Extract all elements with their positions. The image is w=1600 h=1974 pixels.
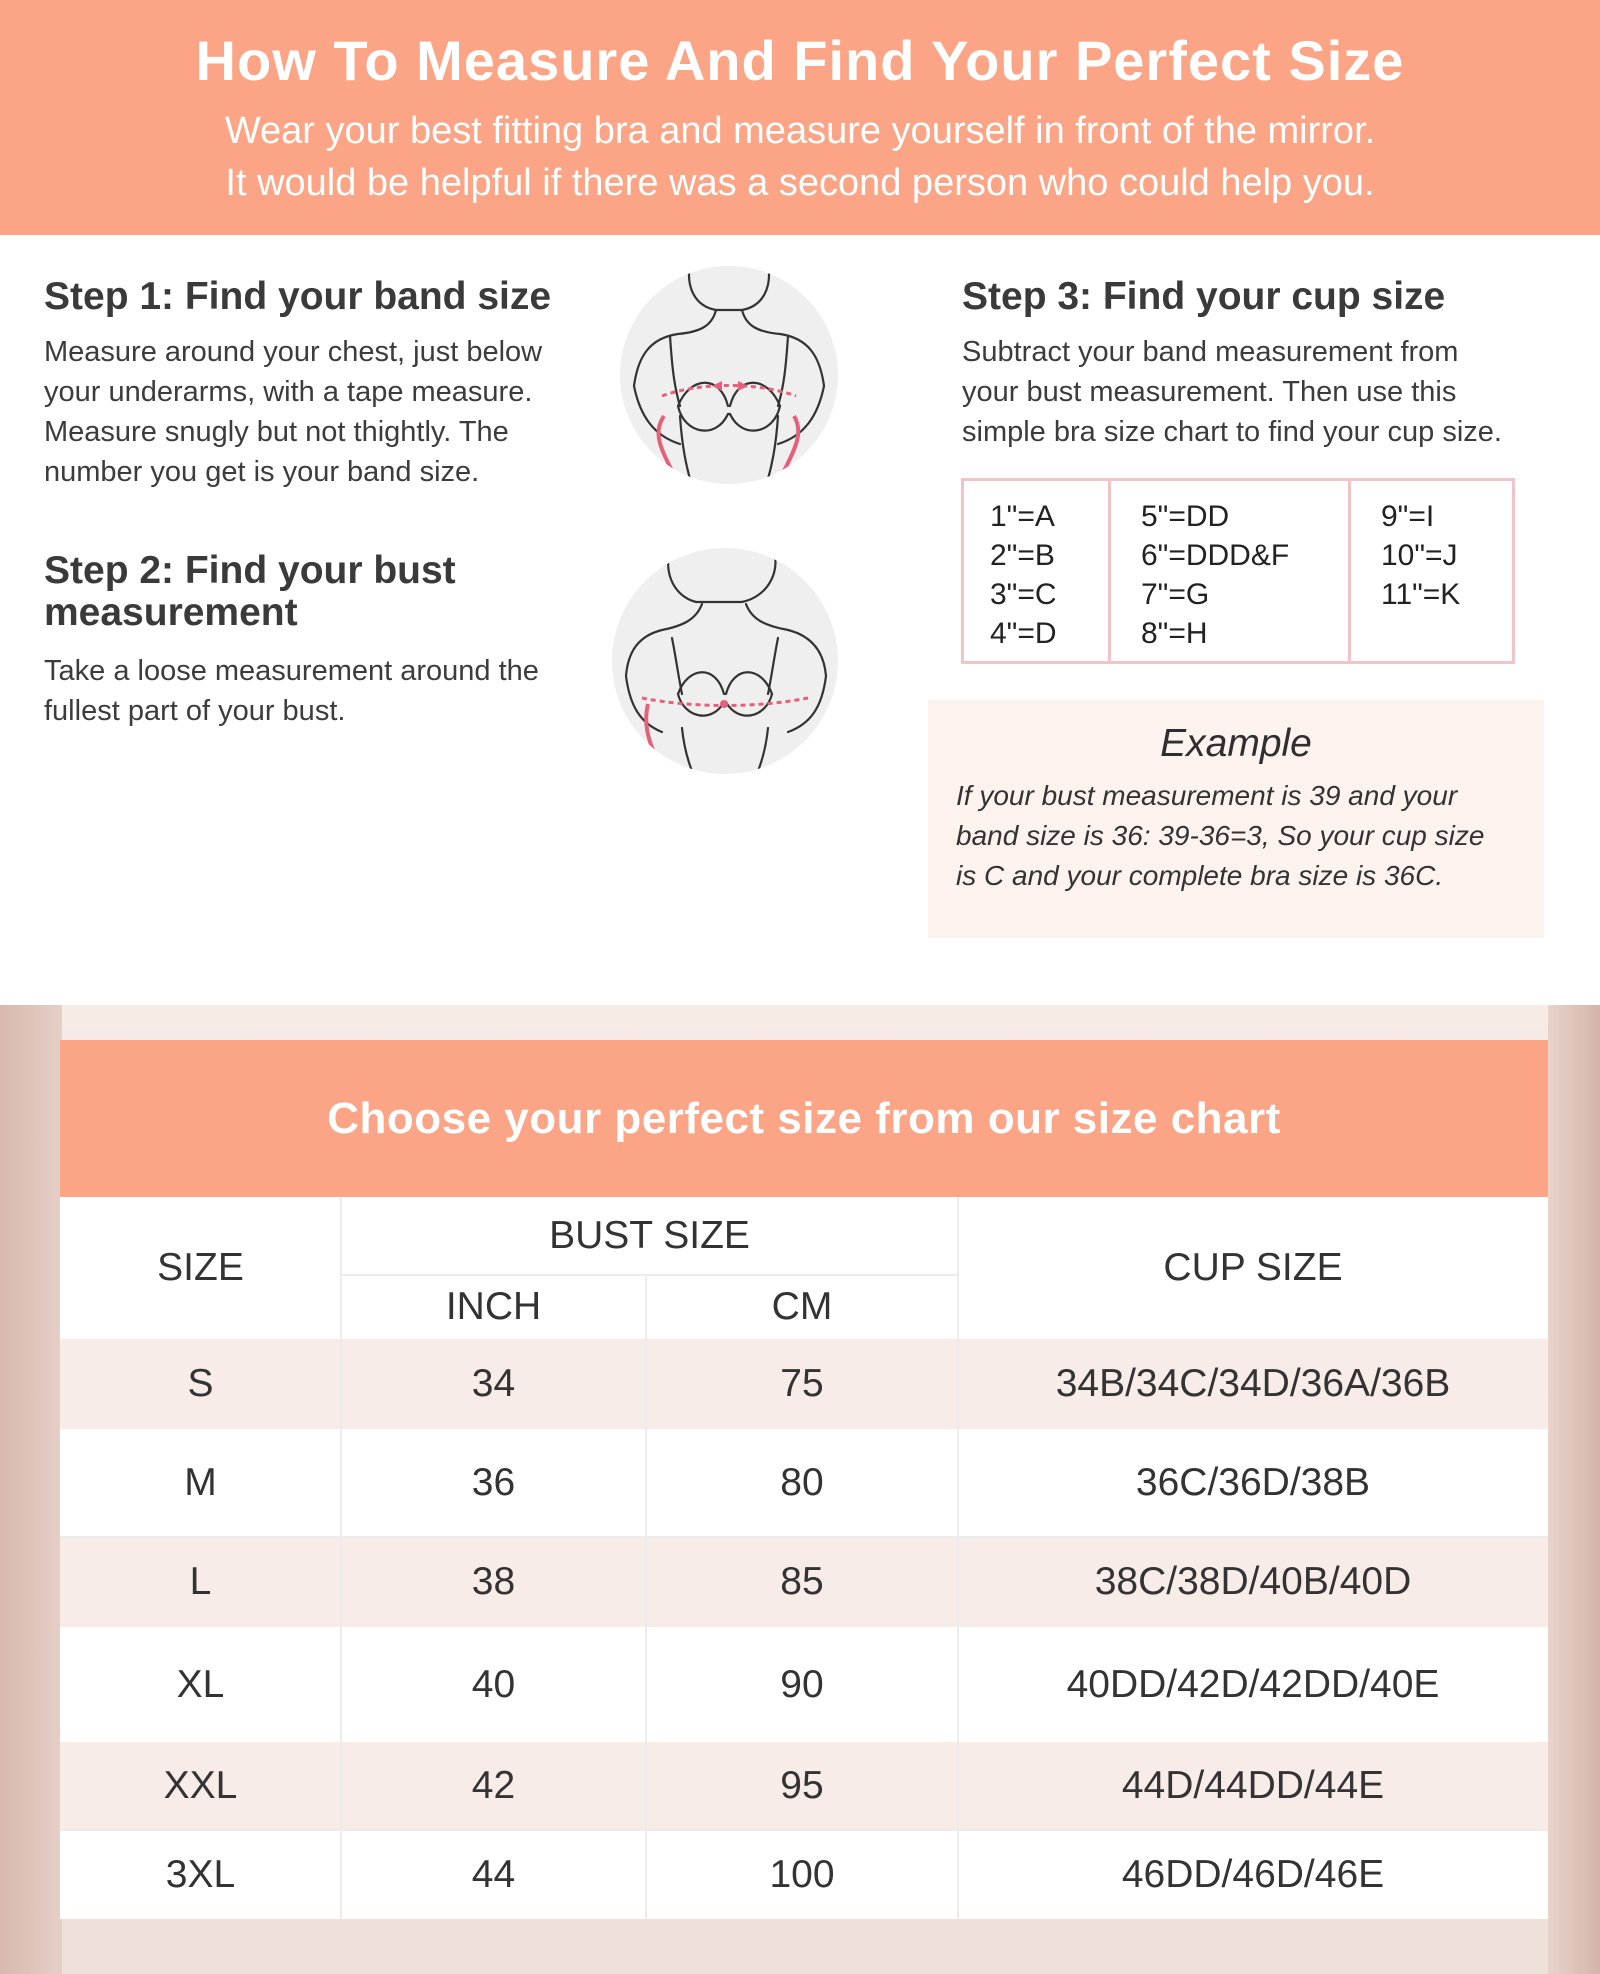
size-chart-table xyxy=(60,1197,1548,1919)
step1-line: Measure snugly but not thightly. The xyxy=(44,416,509,448)
step1-title: Step 1: Find your band size xyxy=(44,275,552,318)
header-bust-size: BUST SIZE xyxy=(549,1214,750,1257)
cup-chart-column xyxy=(1111,481,1351,661)
inch-cell: 38 xyxy=(471,1560,516,1603)
step2-line: Take a loose measurement around the xyxy=(44,655,539,687)
cup-chart-entry: 6"=DDD&F xyxy=(1141,539,1290,572)
cm-cell: 85 xyxy=(780,1560,824,1603)
grid-line xyxy=(60,1829,1548,1831)
inch-cell: 44 xyxy=(471,1852,516,1896)
cup-chart-column xyxy=(964,481,1111,661)
cm-cell: 80 xyxy=(780,1461,824,1504)
header-cm: CM xyxy=(771,1285,833,1328)
cup-chart-entry: 1"=A xyxy=(990,500,1055,533)
cup-cell: 46DD/46D/46E xyxy=(1121,1852,1385,1896)
step3-line: Subtract your band measurement from xyxy=(962,336,1459,368)
step2-title-line: Step 2: Find your bust xyxy=(44,549,456,592)
step3-line: simple bra size chart to find your cup size. xyxy=(962,416,1502,448)
size-cell: L xyxy=(189,1560,212,1603)
step2-line: fullest part of your bust. xyxy=(44,695,346,727)
cup-chart-column xyxy=(1351,481,1512,661)
step2-title xyxy=(44,550,604,634)
band-measure-icon xyxy=(620,266,838,484)
cup-chart-entry: 2"=B xyxy=(990,539,1055,572)
example-line: is C and your complete bra size is 36C. xyxy=(956,860,1444,891)
cup-chart-entry: 8"=H xyxy=(1141,617,1208,650)
grid-line xyxy=(60,1536,1548,1538)
page-title: How To Measure And Find Your Perfect Size xyxy=(195,29,1405,92)
grid-line xyxy=(340,1197,342,1919)
size-chart-title: Choose your perfect size from our size chart xyxy=(60,1040,1548,1197)
header-cup-size: CUP SIZE xyxy=(1163,1246,1343,1289)
page-header xyxy=(0,0,1600,235)
inch-cell: 40 xyxy=(471,1662,516,1706)
step2-text xyxy=(44,651,604,731)
header-inch: INCH xyxy=(445,1285,542,1328)
step1-line: Measure around your chest, just below xyxy=(44,336,543,368)
cm-cell: 75 xyxy=(780,1362,824,1405)
step3-text xyxy=(962,332,1582,452)
example-line: If your bust measurement is 39 and your xyxy=(956,780,1458,811)
step3-line: your bust measurement. Then use this xyxy=(962,376,1457,408)
model-photo-left xyxy=(0,1005,62,1974)
size-cell: XXL xyxy=(163,1764,238,1807)
inch-cell: 34 xyxy=(471,1362,516,1405)
cup-chart-entry: 3"=C xyxy=(990,578,1057,611)
cup-chart-entry: 4"=D xyxy=(990,617,1057,650)
example-box xyxy=(928,700,1544,938)
cup-cell: 40DD/42D/42DD/40E xyxy=(1066,1662,1440,1706)
example-line: band size is 36: 39-36=3, So your cup size xyxy=(956,820,1485,851)
size-cell: S xyxy=(187,1362,214,1405)
step1-line: number you get is your band size. xyxy=(44,456,480,488)
step1-text xyxy=(44,332,604,492)
grid-line xyxy=(957,1197,959,1919)
example-title: Example xyxy=(1160,722,1312,765)
cup-chart-entry: 7"=G xyxy=(1141,578,1210,611)
cup-chart-entry: 5"=DD xyxy=(1141,500,1230,533)
cup-cell: 38C/38D/40B/40D xyxy=(1094,1560,1412,1603)
cup-chart-entry: 9"=I xyxy=(1381,500,1435,533)
cm-cell: 100 xyxy=(769,1852,835,1896)
header-size: SIZE xyxy=(157,1246,244,1289)
step2-title-line: measurement xyxy=(44,591,298,634)
size-cell: M xyxy=(184,1461,217,1504)
band-measure-illustration xyxy=(620,266,838,484)
bust-measure-illustration xyxy=(612,548,838,774)
grid-line xyxy=(341,1274,958,1276)
page-subtitle-line2: It would be helpful if there was a second person who could help you. xyxy=(225,162,1375,204)
bust-measure-icon xyxy=(612,548,838,774)
size-cell: XL xyxy=(176,1662,225,1706)
step1-line: your underarms, with a tape measure. xyxy=(44,376,533,408)
cup-cell: 36C/36D/38B xyxy=(1135,1461,1371,1504)
cm-cell: 95 xyxy=(780,1764,824,1807)
cup-cell: 34B/34C/34D/36A/36B xyxy=(1055,1362,1451,1405)
step3-title: Step 3: Find your cup size xyxy=(962,275,1446,318)
cup-cell: 44D/44DD/44E xyxy=(1121,1764,1385,1807)
model-photo-right xyxy=(1548,1005,1600,1974)
inch-cell: 42 xyxy=(471,1764,516,1807)
grid-line xyxy=(645,1275,647,1919)
cup-size-conversion-chart xyxy=(961,478,1515,664)
cup-chart-entry: 10"=J xyxy=(1381,539,1458,572)
page-subtitle-line1: Wear your best fitting bra and measure yourself in front of the mirror. xyxy=(224,110,1376,152)
size-cell: 3XL xyxy=(165,1852,236,1896)
cup-chart-entry: 11"=K xyxy=(1381,578,1461,611)
cm-cell: 90 xyxy=(780,1662,824,1706)
inch-cell: 36 xyxy=(471,1461,516,1504)
